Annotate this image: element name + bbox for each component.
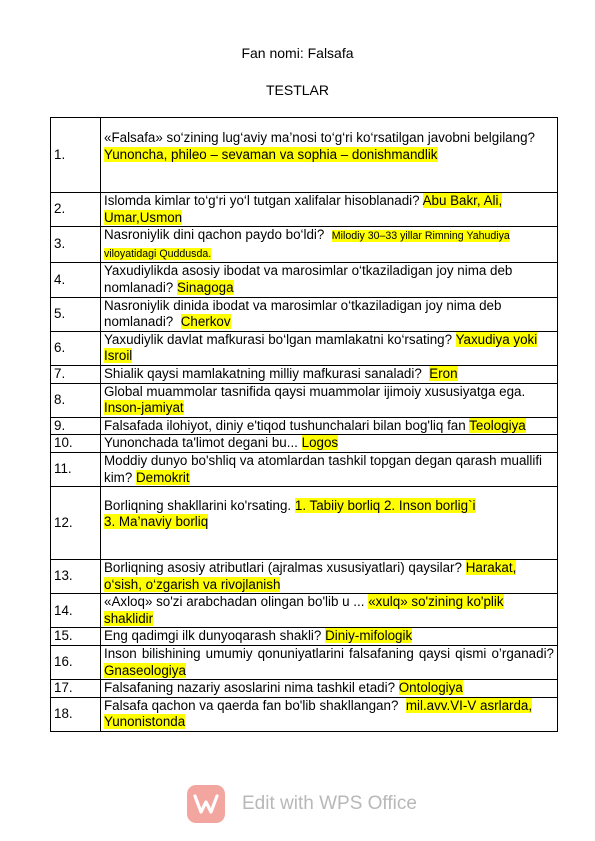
answer-highlight: Logos [301, 435, 339, 451]
question-number: 3. [51, 227, 101, 263]
question-cell [101, 227, 558, 263]
question-number: 12. [51, 487, 101, 560]
question-cell [101, 646, 558, 680]
answer-highlight: Ontologiya [398, 680, 463, 696]
question-cell [101, 263, 558, 297]
question-cell [101, 193, 558, 227]
question-number: 4. [51, 263, 101, 297]
answer-highlight: Gnaseologiya [104, 662, 186, 678]
table-row [51, 417, 558, 435]
question-cell [101, 452, 558, 486]
question-text: Falsafa qachon va qaerda fan bo'lib shakllangan? [104, 697, 399, 713]
question-number: 6. [51, 331, 101, 365]
answer-highlight: Abu Bakr, Ali, Umar,Usmon [104, 193, 503, 225]
question-number: 14. [51, 594, 101, 628]
question-cell [101, 435, 558, 453]
question-cell [101, 560, 558, 594]
question-number: 2. [51, 193, 101, 227]
table-row [51, 118, 558, 193]
question-number: 7. [51, 365, 101, 383]
table-row [51, 646, 558, 680]
question-text: Shialik qaysi mamlakatning milliy mafkurasi sanaladi? [104, 365, 422, 381]
answer-highlight: Inson-jamiyat [104, 400, 184, 416]
wps-logo-icon [187, 785, 225, 823]
question-text: Eng qadimgi ilk dunyoqarash shakli? [104, 628, 322, 644]
question-text: «Axloq» so'zi arabchadan olingan bo'lib u ... [104, 594, 365, 610]
question-cell [101, 487, 558, 560]
table-row [51, 297, 558, 331]
answer-highlight: mil.avv.VI-V asrlarda, Yunonistonda [104, 697, 533, 730]
question-text: Borliqning asosiy atributlari (ajralmas xususiyatlari) qaysilar? [104, 560, 462, 576]
table-row [51, 227, 558, 263]
answer-highlight: Milodiy 30–33 yillar Rimning Yahudiya viloyatidagi Quddusda. [104, 230, 510, 260]
question-cell [101, 628, 558, 646]
table-row [51, 263, 558, 297]
question-number: 16. [51, 646, 101, 680]
section-title: TESTLAR [265, 82, 329, 98]
table-row [51, 560, 558, 594]
question-number: 18. [51, 697, 101, 731]
question-text: Nasroniylik dini qachon paydo bo‘ldi? [104, 227, 325, 243]
question-text: Yunonchada ta'limot degani bu... [104, 435, 298, 451]
question-cell [101, 697, 558, 731]
question-cell [101, 118, 558, 193]
answer-highlight: 1. Tabiiy borliq 2. Inson borlig`i [294, 497, 476, 513]
question-text: Global muammolar tasnifida qaysi muammolar ijimoiy xususiyatga ega. [104, 383, 526, 399]
question-cell [101, 297, 558, 331]
question-number: 15. [51, 628, 101, 646]
question-text: Moddiy dunyo bo'shliq va atomlardan tashkil topgan degan qarash muallifi kim? [104, 452, 543, 485]
wps-watermark[interactable] [187, 784, 427, 824]
answer-highlight: Yunoncha, phileo – sevaman va sophia – donishmandlik [104, 146, 438, 162]
question-number: 11. [51, 452, 101, 486]
answer-highlight: Harakat, o‘sish, o‘zgarish va rivojlanish [104, 560, 517, 592]
table-row [51, 365, 558, 383]
table-row [51, 383, 558, 417]
answer-highlight: Diniy-mifologik [325, 628, 413, 644]
question-text: Falsafada ilohiyot, diniy e'tiqod tushunchalari bilan bog'liq fan [104, 417, 466, 433]
question-text: Falsafaning nazariy asoslarini nima tashkil etadi? [104, 680, 396, 696]
question-text: Inson bilishining umumiy qonuniyatlarini falsafaning qaysi qismi o’rganadi? [104, 646, 554, 662]
question-cell [101, 417, 558, 435]
question-text: «Falsafa» so‘zining lug‘aviy ma’nosi to‘g‘ri ko‘rsatilgan javobni belgilang? [104, 129, 535, 145]
question-number: 13. [51, 560, 101, 594]
question-number: 10. [51, 435, 101, 453]
table-row [51, 452, 558, 486]
answer-highlight: «xulq» so'zining ko'plik shaklidir [104, 594, 504, 626]
subject-title: Fan nomi: Falsafa [241, 45, 354, 61]
question-text: Yaxudiylik davlat mafkurasi bo‘lgan mamlakatni ko‘rsating? [104, 331, 453, 347]
question-number: 8. [51, 383, 101, 417]
table-row [51, 628, 558, 646]
answer-highlight: Demokrit [136, 469, 190, 485]
answer-highlight: Teologiya [469, 417, 526, 433]
question-text: Islomda kimlar to‘g‘ri yo‘l tutgan xalifalar hisoblanadi? [104, 193, 420, 208]
table-row [51, 435, 558, 453]
answer-highlight: Yaxudiya yoki Isroil [104, 331, 538, 364]
question-cell [101, 365, 558, 383]
question-cell [101, 331, 558, 365]
table-row [51, 331, 558, 365]
table-row [51, 697, 558, 731]
question-number: 5. [51, 297, 101, 331]
table-row [51, 487, 558, 560]
question-cell [101, 383, 558, 417]
table-row [51, 594, 558, 628]
question-number: 1. [51, 118, 101, 193]
question-text: Nasroniylik dinida ibodat va marosimlar o‘tkaziladigan joy nima deb nomlanadi? [104, 297, 502, 330]
question-text: Borliqning shakllarini ko'rsating. [104, 497, 292, 513]
question-number: 9. [51, 417, 101, 435]
answer-highlight: Sinagoga [176, 279, 234, 295]
question-text: Yaxudiylikda asosiy ibodat va marosimlar o‘tkaziladigan joy nima deb nomlanadi? [104, 263, 513, 295]
test-table [50, 117, 558, 732]
table-row [51, 680, 558, 698]
answer-highlight-line2: 3. Ma’naviy borliq [104, 514, 209, 530]
question-number: 17. [51, 680, 101, 698]
question-cell [101, 594, 558, 628]
answer-highlight: Eron [429, 365, 458, 381]
answer-highlight: Cherkov [180, 314, 231, 330]
watermark-text: Edit with WPS Office [242, 793, 417, 814]
question-cell [101, 680, 558, 698]
table-row [51, 193, 558, 227]
